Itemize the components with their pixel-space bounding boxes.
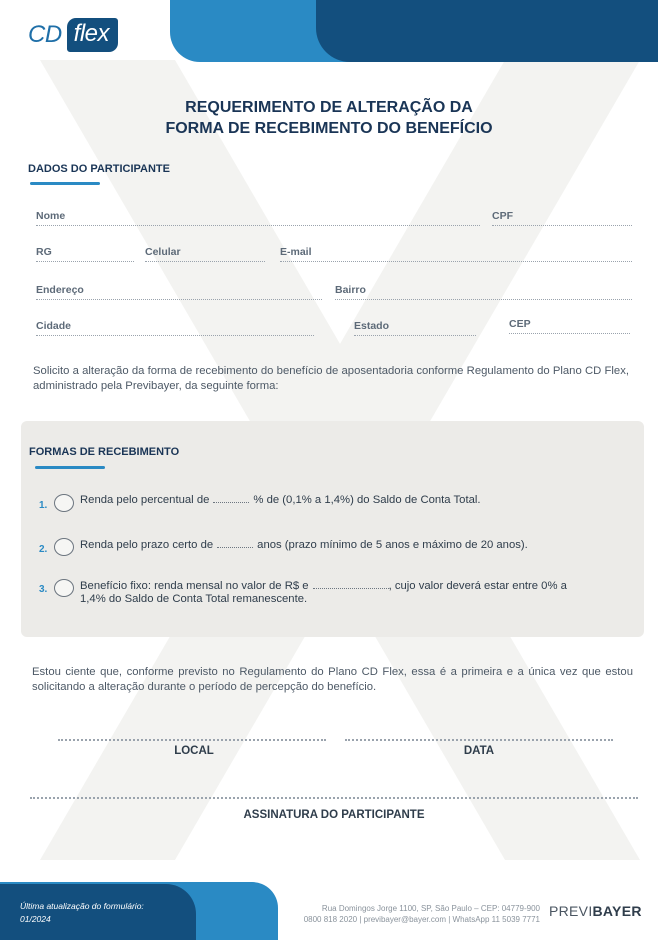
celular-field[interactable]: Celular [145, 246, 265, 262]
option-2-number: 2. [39, 544, 48, 555]
cidade-field[interactable]: Cidade [36, 320, 314, 336]
awareness-paragraph: Estou ciente que, conforme previsto no Regulamento do Plano CD Flex, essa é a primeira e a única vez que estou solicitando a alteração durante o período de percepção do benefício. [32, 666, 633, 693]
form-title-line1: REQUERIMENTO DE ALTERAÇÃO DA [185, 99, 473, 116]
payment-forms-section-title: FORMAS DE RECEBIMENTO [29, 446, 180, 458]
previbayer-logo [549, 903, 642, 919]
rg-field[interactable]: RG [36, 246, 134, 262]
endereco-field[interactable]: Endereço [36, 284, 322, 300]
form-title [0, 97, 658, 139]
participant-signature-line[interactable] [30, 797, 638, 799]
previbayer-logo-light: PREVI [549, 903, 593, 919]
option-2-years-blank[interactable] [217, 539, 253, 548]
participant-signature-label: ASSINATURA DO PARTICIPANTE [243, 809, 425, 821]
form-update-note [20, 900, 144, 926]
logo-flex-badge: flex [67, 18, 118, 52]
data-signature-line[interactable] [345, 739, 613, 741]
participant-section-underline [30, 182, 100, 185]
participant-section-title: DADOS DO PARTICIPANTE [28, 163, 170, 175]
option-2-radio[interactable] [54, 538, 74, 556]
footer-address: Rua Domingos Jorge 1100, SP, São Paulo – CEP: 04779-900 [321, 904, 540, 913]
option-2-text-before: Renda pelo prazo certo de [80, 539, 214, 551]
option-2-text-after: anos (prazo mínimo de 5 anos e máximo de 20 anos). [257, 539, 528, 551]
option-3-radio[interactable] [54, 579, 74, 597]
option-1-number: 1. [39, 500, 48, 511]
option-1-radio[interactable] [54, 494, 74, 512]
option-3-text-before: Benefício fixo: renda mensal no valor de R$ e [80, 580, 309, 592]
option-1-text-before: Renda pelo percentual de [80, 494, 210, 506]
nome-field[interactable]: Nome [36, 210, 480, 226]
logo-cd-text: CD [28, 21, 62, 48]
local-signature-line[interactable] [58, 739, 326, 741]
request-paragraph: Solicito a alteração da forma de recebimento do benefício de aposentadoria conforme Regulamento do Plano CD Flex, administrado pela Previbayer, da seguinte forma: [33, 365, 629, 392]
form-title-line2: FORMA DE RECEBIMENTO DO BENEFÍCIO [165, 120, 493, 137]
payment-forms-underline [35, 466, 105, 469]
option-1-text-after: % de (0,1% a 1,4%) do Saldo de Conta Total. [253, 494, 481, 506]
estado-field[interactable]: Estado [354, 320, 476, 336]
header-band-dark [316, 0, 658, 62]
bairro-field[interactable]: Bairro [335, 284, 632, 300]
form-update-note-line2: 01/2024 [20, 914, 51, 924]
option-3-text [80, 580, 567, 606]
option-2-text [80, 539, 528, 552]
cd-flex-logo [28, 14, 118, 56]
option-3-number: 3. [39, 584, 48, 595]
email-field[interactable]: E-mail [280, 246, 632, 262]
option-3-line2: 1,4% do Saldo de Conta Total remanescente. [80, 593, 308, 605]
local-label: LOCAL [174, 745, 214, 757]
option-3-line1 [80, 580, 567, 593]
footer-phone-email: 0800 818 2020 | previbayer@bayer.com | WhatsApp 11 5039 7771 [303, 915, 540, 924]
previbayer-logo-bold: BAYER [592, 903, 642, 919]
option-3-text-after: , cujo valor deverá estar entre 0% a [388, 580, 567, 592]
data-label: DATA [463, 745, 495, 757]
cep-field[interactable]: CEP [509, 318, 630, 334]
option-3-value-blank[interactable] [313, 580, 389, 589]
form-update-note-line1: Última atualização do formulário: [20, 901, 144, 911]
footer-contact [304, 903, 540, 925]
cpf-field[interactable]: CPF [492, 210, 632, 226]
option-1-percent-blank[interactable] [213, 494, 249, 503]
option-1-text [80, 494, 481, 507]
